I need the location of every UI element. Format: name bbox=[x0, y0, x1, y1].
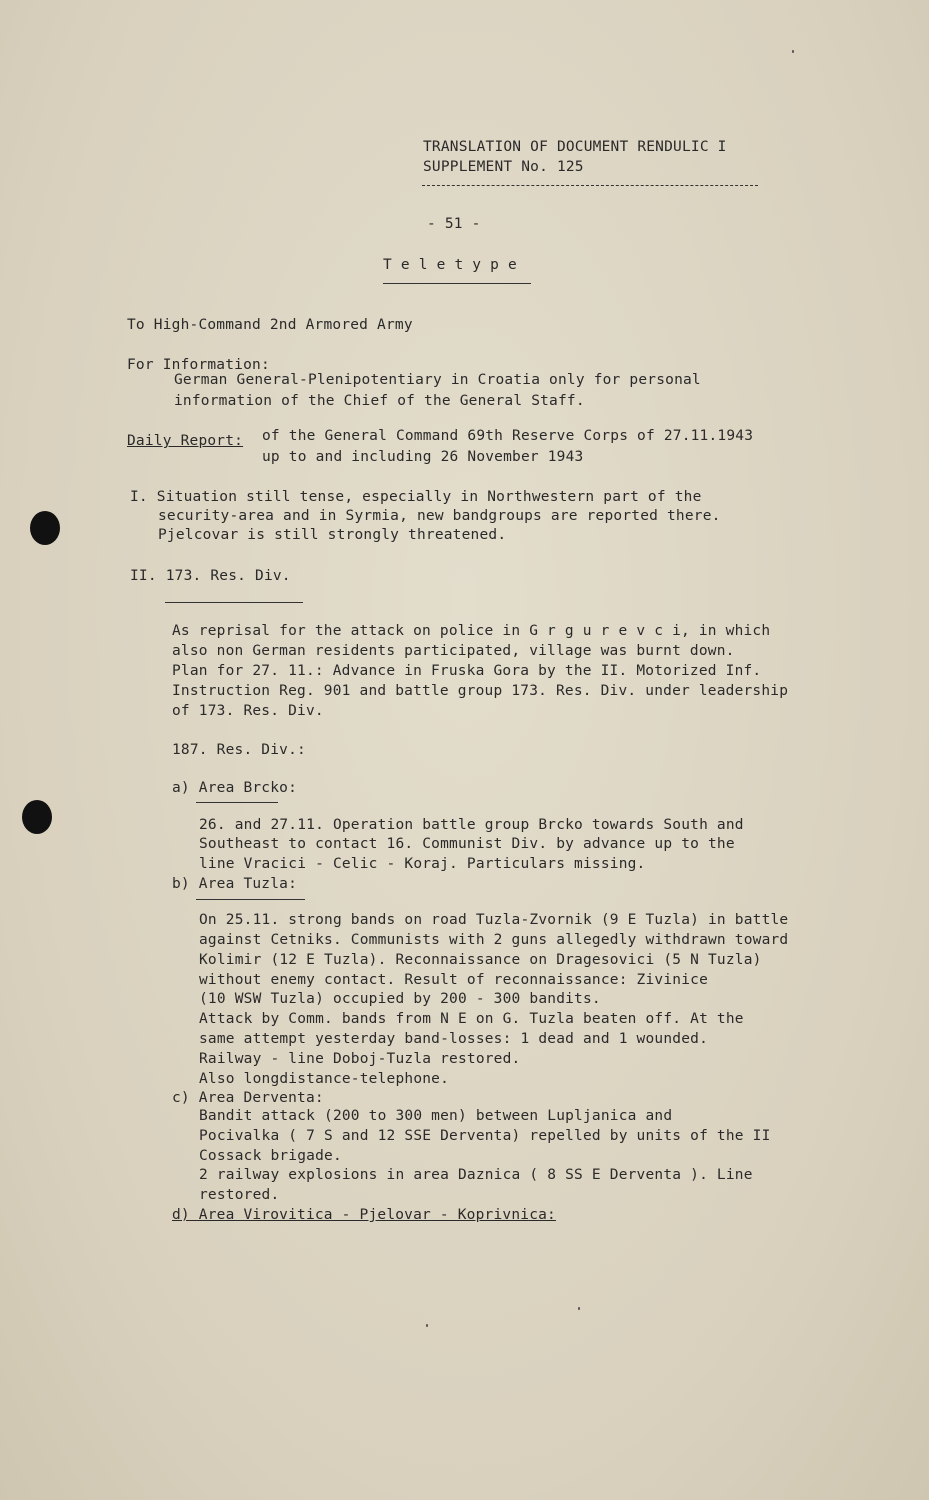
daily-report-label: Daily Report: bbox=[127, 433, 244, 449]
daily-report-line: up to and including 26 November 1943 bbox=[262, 449, 584, 465]
for-information-line: German General-Plenipotentiary in Croatia only for personal bbox=[174, 372, 701, 388]
section-1-line: I. Situation still tense, especially in Northwestern part of the bbox=[130, 489, 702, 505]
section-2-rule bbox=[165, 602, 303, 603]
section-2-line: Instruction Reg. 901 and battle group 173. Res. Div. under leadership bbox=[172, 683, 789, 699]
div-187-heading: 187. Res. Div.: bbox=[172, 742, 306, 758]
section-1-line: Pjelcovar is still strongly threatened. bbox=[158, 527, 507, 543]
section-2-line: As reprisal for the attack on police in G r g u r e v c i, in which bbox=[172, 623, 771, 639]
area-b-line: against Cetniks. Communists with 2 guns allegedly withdrawn toward bbox=[199, 932, 789, 948]
section-2-line: of 173. Res. Div. bbox=[172, 703, 324, 719]
paper-speck bbox=[426, 1324, 428, 1327]
punch-hole bbox=[22, 800, 52, 834]
area-b-line: Railway - line Doboj-Tuzla restored. bbox=[199, 1051, 521, 1067]
area-d-label: d) Area Virovitica - Pjelovar - Koprivnica: bbox=[172, 1207, 556, 1223]
for-information-label: For Information: bbox=[127, 357, 270, 373]
area-a-underline bbox=[196, 802, 278, 803]
paper-speck bbox=[792, 50, 794, 53]
document-type: T e l e t y p e bbox=[383, 257, 517, 273]
area-b-line: same attempt yesterday band-losses: 1 dead and 1 wounded. bbox=[199, 1031, 708, 1047]
area-c-line: restored. bbox=[199, 1187, 280, 1203]
area-a-line: 26. and 27.11. Operation battle group Brcko towards South and bbox=[199, 817, 744, 833]
area-c-line: Cossack brigade. bbox=[199, 1148, 342, 1164]
area-c-line: Bandit attack (200 to 300 men) between Lupljanica and bbox=[199, 1108, 673, 1124]
section-2-line: Plan for 27. 11.: Advance in Fruska Gora by the II. Motorized Inf. bbox=[172, 663, 762, 679]
area-c-line: 2 railway explosions in area Daznica ( 8 SS E Derventa ). Line bbox=[199, 1167, 753, 1183]
addressee-line: To High-Command 2nd Armored Army bbox=[127, 317, 413, 333]
document-type-underline bbox=[383, 283, 531, 284]
area-b-line: On 25.11. strong bands on road Tuzla-Zvornik (9 E Tuzla) in battle bbox=[199, 912, 789, 928]
area-c-line: Pocivalka ( 7 S and 12 SSE Derventa) repelled by units of the II bbox=[199, 1128, 771, 1144]
area-a-label: a) Area Brcko: bbox=[172, 780, 298, 796]
paper-speck bbox=[578, 1307, 580, 1310]
area-b-line: Also longdistance-telephone. bbox=[199, 1071, 450, 1087]
area-b-label: b) Area Tuzla: bbox=[172, 876, 298, 892]
section-2-line: also non German residents participated, village was burnt down. bbox=[172, 643, 735, 659]
for-information-line: information of the Chief of the General Staff. bbox=[174, 393, 585, 409]
area-c-label: c) Area Derventa: bbox=[172, 1090, 324, 1106]
header-title: TRANSLATION OF DOCUMENT RENDULIC I bbox=[423, 139, 727, 155]
area-a-line: Southeast to contact 16. Communist Div. by advance up to the bbox=[199, 836, 735, 852]
area-b-line: without enemy contact. Result of reconnaissance: Zivinice bbox=[199, 972, 708, 988]
area-b-line: Kolimir (12 E Tuzla). Reconnaissance on Dragesovici (5 N Tuzla) bbox=[199, 952, 762, 968]
page-number: - 51 - bbox=[427, 216, 481, 232]
section-1-line: security-area and in Syrmia, new bandgroups are reported there. bbox=[158, 508, 721, 524]
area-b-underline bbox=[196, 899, 305, 900]
area-a-line: line Vracici - Celic - Koraj. Particulars missing. bbox=[199, 856, 646, 872]
daily-report-line: of the General Command 69th Reserve Corps of 27.11.1943 bbox=[262, 428, 754, 444]
section-2-heading: II. 173. Res. Div. bbox=[130, 568, 291, 584]
punch-hole bbox=[30, 511, 60, 545]
header-rule bbox=[422, 185, 758, 186]
area-b-line: Attack by Comm. bands from N E on G. Tuzla beaten off. At the bbox=[199, 1011, 744, 1027]
area-b-line: (10 WSW Tuzla) occupied by 200 - 300 bandits. bbox=[199, 991, 601, 1007]
header-supplement: SUPPLEMENT No. 125 bbox=[423, 159, 584, 175]
